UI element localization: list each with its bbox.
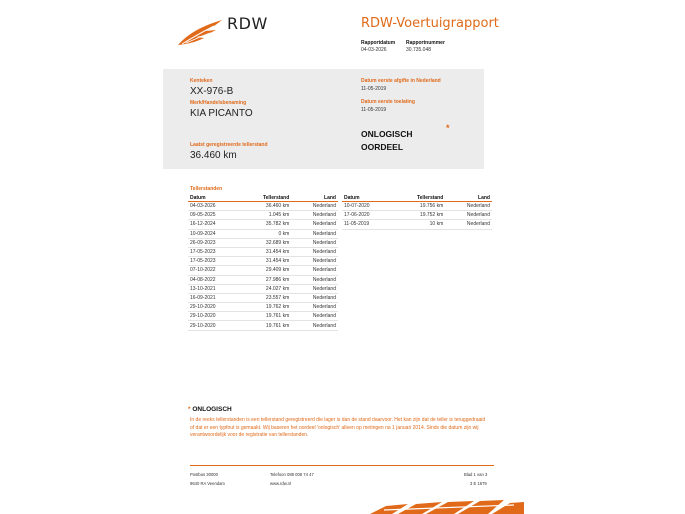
cell-datum: 16-09-2021 — [188, 293, 239, 302]
cell-tellerstand: 19.761 km — [239, 312, 291, 321]
cell-land: Nederland — [291, 202, 338, 211]
footer-blad: Blad 1 van 3 — [464, 472, 488, 477]
cell-land: Nederland — [445, 211, 492, 220]
table-row — [188, 266, 338, 275]
cell-land: Nederland — [291, 266, 338, 275]
tellerstand-label: Laatst geregistreerde tellerstand — [190, 142, 268, 148]
cell-land: Nederland — [291, 293, 338, 302]
cell-datum: 13-10-2021 — [188, 284, 239, 293]
cell-datum: 11-05-2019 — [342, 220, 393, 229]
cell-land: Nederland — [291, 229, 338, 238]
datum-toelating-label: Datum eerste toelating — [361, 99, 415, 105]
cell-tellerstand: 32.689 km — [239, 238, 291, 247]
table-row — [188, 202, 338, 211]
cell-datum: 29-10-2020 — [188, 303, 239, 312]
cell-land: Nederland — [291, 321, 338, 330]
rdw-logo-icon — [176, 18, 224, 46]
footer-divider — [190, 465, 494, 466]
col-land: Land — [445, 194, 492, 202]
footer-code: 3 E 1679 — [470, 481, 487, 486]
cell-land: Nederland — [291, 312, 338, 321]
table-row — [188, 275, 338, 284]
table-row — [188, 312, 338, 321]
tellerstanden-table-right — [342, 194, 492, 230]
footer-adres: 9640 RA Veendam — [190, 481, 225, 486]
datum-toelating-value: 11-05-2019 — [361, 107, 387, 113]
note-text: In de reeks tellerstanden is een tellerstand geregistreerd die lager is dan de stand daarvoor. Het kan zijn dat de teller is teruggedraaid of dat er een typfout is gemaakt. Wij baseren het oordeel 'onlogisch' alleen op metingen na 1 januari 2014. Sinds die datum zijn wij verantwoordelijk voor de registratie van tellerstanden. — [190, 417, 486, 438]
table-row — [188, 247, 338, 256]
cell-land: Nederland — [445, 220, 492, 229]
cell-tellerstand: 27.986 km — [239, 275, 291, 284]
table-row — [188, 284, 338, 293]
cell-datum: 10-07-2020 — [342, 202, 393, 211]
rapportdatum-value: 04-03-2026 — [361, 47, 387, 53]
cell-tellerstand: 36.460 km — [239, 202, 291, 211]
col-datum: Datum — [188, 194, 239, 202]
cell-tellerstand: 29.409 km — [239, 266, 291, 275]
cell-land: Nederland — [445, 202, 492, 211]
table-row — [342, 211, 492, 220]
cell-land: Nederland — [291, 257, 338, 266]
table-row — [188, 257, 338, 266]
cell-datum: 04-08-2022 — [188, 275, 239, 284]
datum-nl-label: Datum eerste afgifte in Nederland — [361, 78, 441, 84]
cell-tellerstand: 31.454 km — [239, 257, 291, 266]
col-land: Land — [291, 194, 338, 202]
cell-land: Nederland — [291, 284, 338, 293]
logo-text: RDW — [227, 14, 268, 33]
table-row — [188, 220, 338, 229]
footer-telefoon: Telefoon 088 008 74 47 — [270, 472, 314, 477]
rapportdatum-label: Rapportdatum — [361, 40, 396, 46]
cell-tellerstand: 0 km — [239, 229, 291, 238]
rapportnummer-label: Rapportnummer — [406, 40, 445, 46]
table-row — [188, 293, 338, 302]
cell-tellerstand: 19.761 km — [239, 321, 291, 330]
merk-label: Merk/Handelsbenaming — [190, 100, 247, 106]
cell-land: Nederland — [291, 220, 338, 229]
table-row — [342, 202, 492, 211]
table-row — [188, 321, 338, 330]
cell-datum: 17-06-2020 — [342, 211, 393, 220]
note-marker: * — [188, 406, 191, 413]
cell-tellerstand: 35.782 km — [239, 220, 291, 229]
footer-postbus: Postbus 30000 — [190, 472, 218, 477]
tellerstand-value: 36.460 km — [190, 150, 237, 161]
cell-land: Nederland — [291, 238, 338, 247]
note-title — [188, 406, 232, 413]
cell-land: Nederland — [291, 211, 338, 220]
stripes-decoration — [364, 498, 524, 514]
note-title-text: ONLOGISCH — [192, 406, 232, 413]
cell-datum: 09-05-2025 — [188, 211, 239, 220]
cell-land: Nederland — [291, 303, 338, 312]
table-row — [188, 229, 338, 238]
col-tellerstand: Tellerstand — [239, 194, 291, 202]
verdict-marker: * — [446, 123, 450, 133]
cell-tellerstand: 31.454 km — [239, 247, 291, 256]
verdict-text: ONLOGISCH OORDEEL — [361, 129, 413, 152]
cell-tellerstand: 10 km — [393, 220, 445, 229]
kenteken-value: XX-976-B — [190, 86, 234, 97]
table-row — [342, 220, 492, 229]
cell-datum: 10-09-2024 — [188, 229, 239, 238]
cell-datum: 29-10-2020 — [188, 312, 239, 321]
table-row — [188, 238, 338, 247]
cell-tellerstand: 19.756 km — [393, 202, 445, 211]
cell-datum: 17-05-2023 — [188, 257, 239, 266]
cell-tellerstand: 23.557 km — [239, 293, 291, 302]
cell-land: Nederland — [291, 275, 338, 284]
cell-tellerstand: 24.027 km — [239, 284, 291, 293]
tellerstanden-title: Tellerstanden — [190, 186, 223, 192]
cell-datum: 07-10-2022 — [188, 266, 239, 275]
cell-datum: 17-05-2023 — [188, 247, 239, 256]
footer-website[interactable]: www.rdw.nl — [270, 481, 291, 486]
col-tellerstand: Tellerstand — [393, 194, 445, 202]
cell-datum: 26-09-2023 — [188, 238, 239, 247]
datum-nl-value: 11-05-2019 — [361, 86, 387, 92]
rapportnummer-value: 30.735.048 — [406, 47, 432, 53]
cell-datum: 04-03-2026 — [188, 202, 239, 211]
cell-tellerstand: 1.045 km — [239, 211, 291, 220]
tellerstanden-table-left — [188, 194, 338, 331]
cell-land: Nederland — [291, 247, 338, 256]
cell-datum: 29-10-2020 — [188, 321, 239, 330]
merk-value: KIA PICANTO — [190, 108, 253, 119]
cell-tellerstand: 19.752 km — [393, 211, 445, 220]
kenteken-label: Kenteken — [190, 78, 213, 84]
table-row — [188, 303, 338, 312]
cell-tellerstand: 19.762 km — [239, 303, 291, 312]
table-row — [188, 211, 338, 220]
report-title: RDW-Voertuigrapport — [361, 16, 499, 31]
cell-datum: 16-12-2024 — [188, 220, 239, 229]
col-datum: Datum — [342, 194, 393, 202]
